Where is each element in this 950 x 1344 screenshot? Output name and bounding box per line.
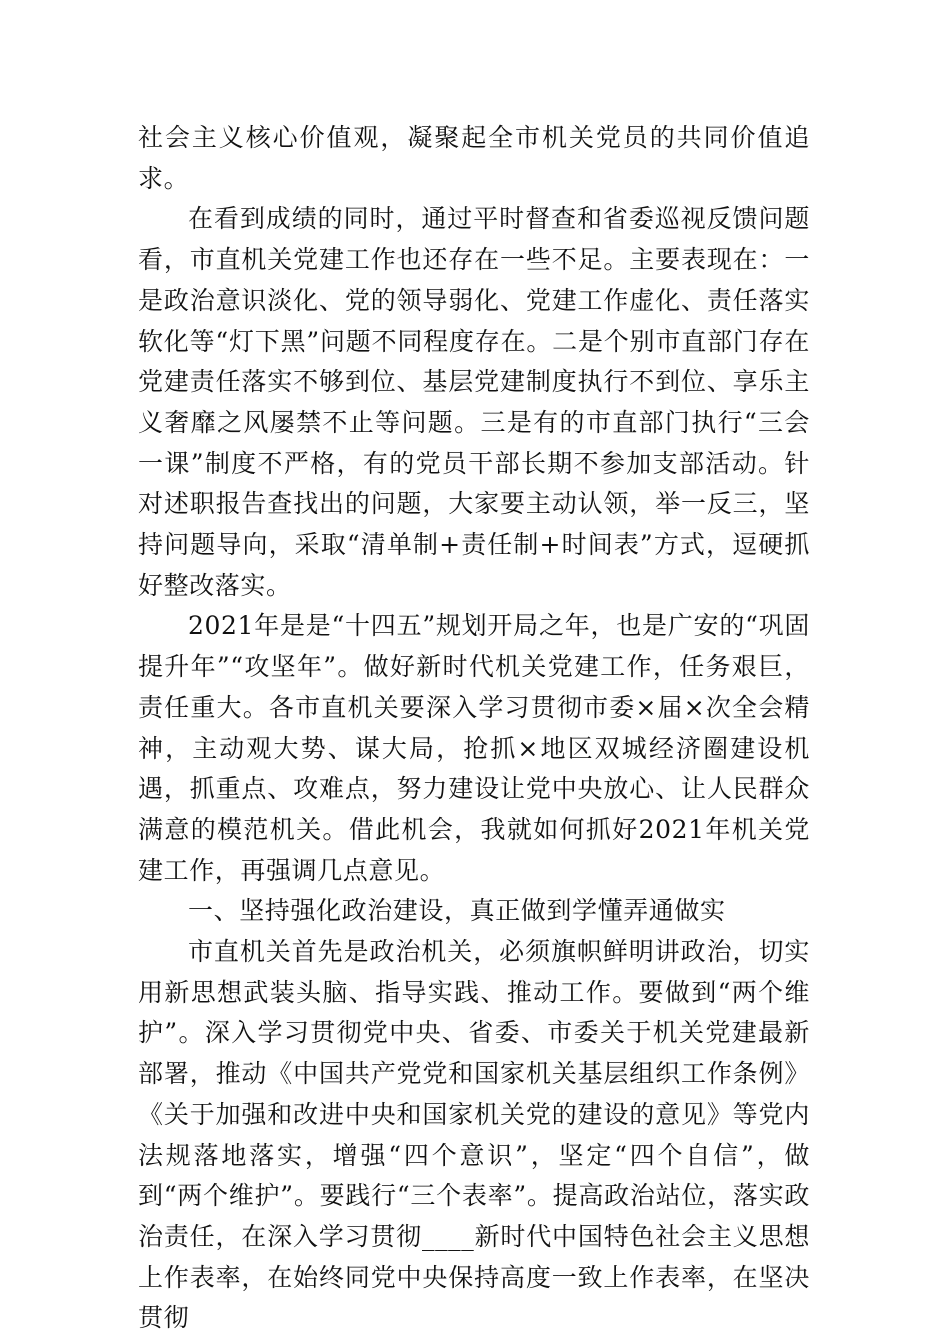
section-heading-1: 一、坚持强化政治建设，真正做到学懂弄通做实 [188, 896, 726, 926]
document-body [138, 118, 810, 1339]
paragraph-4: 市直机关首先是政治机关，必须旗帜鲜明讲政治，切实用新思想武装头脑、指导实践、推动工作。要做到“两个维护”。深入学习贯彻党中央、省委、市委关于机关党建最新部署，推动《中国共产党党和国家机关基层组织工作条例》《关于加强和改进中央和国家机关党的建设的意见》等党内法规落地落实，增强“四个意识”，坚定“四个自信”，做到“两个维护”。要践行“三个表率”。提高政治站位，落实政治责任，在深入学习贯彻____新时代中国特色社会主义思想上作表率，在始终同党中央保持高度一致上作表率，在坚决贯彻 [138, 937, 810, 1333]
paragraph-2: 在看到成绩的同时，通过平时督查和省委巡视反馈问题看，市直机关党建工作也还存在一些不足。主要表现在：一是政治意识淡化、党的领导弱化、党建工作虚化、责任落实软化等“灯下黑”问题不同程度存在。二是个别市直部门存在党建责任落实不够到位、基层党建制度执行不到位、享乐主义奢靡之风屡禁不止等问题。三是有的市直部门执行“三会一课”制度不严格，有的党员干部长期不参加支部活动。针对述职报告查找出的问题，大家要主动认领，举一反三，坚持问题导向，采取“清单制+责任制+时间表”方式，逗硬抓好整改落实。 [138, 204, 810, 600]
paragraph-3: 2021年是是“十四五”规划开局之年，也是广安的“巩固提升年”“攻坚年”。做好新时代机关党建工作，任务艰巨，责任重大。各市直机关要深入学习贯彻市委×届×次全会精神，主动观大势、谋大局，抢抓×地区双城经济圈建设机遇，抓重点、攻难点，努力建设让党中央放心、让人民群众满意的模范机关。借此机会，我就如何抓好2021年机关党建工作，再强调几点意见。 [138, 611, 810, 885]
paragraph-1: 社会主义核心价值观，凝聚起全市机关党员的共同价值追求。 [138, 123, 810, 193]
